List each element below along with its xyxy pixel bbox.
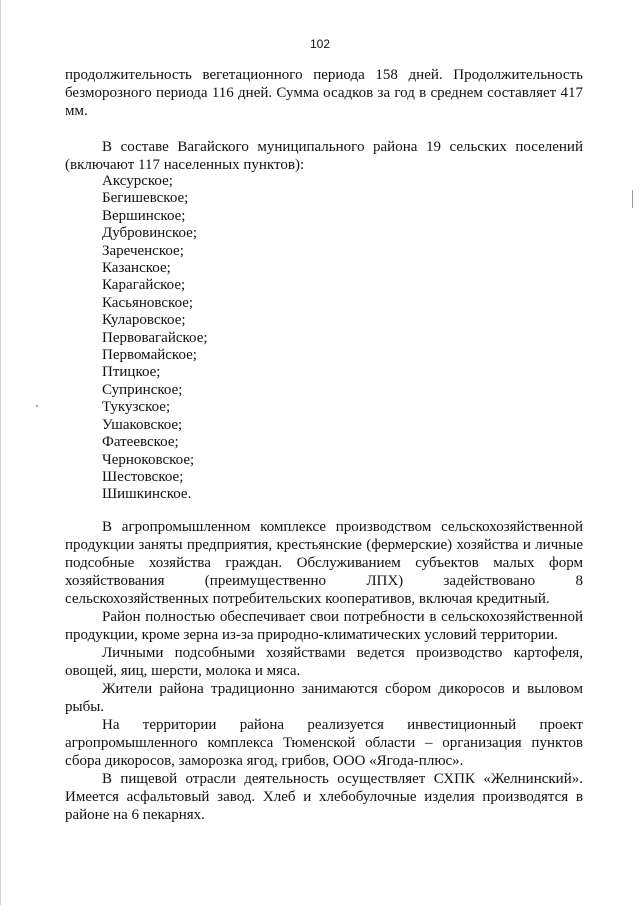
settlement-item: Первовагайское; [102, 329, 208, 346]
settlement-item: Бегишевское; [102, 190, 189, 207]
investment-project-line: агропромышленного комплекса Тюменской области – организация пунктов [65, 735, 583, 751]
wild-harvest-line: рыбы. [65, 699, 105, 715]
settlement-item: Супринское; [102, 381, 183, 398]
investment-project-line: сбора дикоросов, заморозка ягод, грибов, ООО «Ягода-плюс». [65, 753, 464, 769]
agro-paragraph-line: В агропромышленном комплексе производством сельскохозяйственной [102, 519, 583, 535]
scan-artifact-dot [36, 405, 38, 407]
settlements-intro-line: В составе Вагайского муниципального района 19 сельских поселений [102, 139, 583, 155]
household-farming-line: Личными подсобными хозяйствами ведется производство картофеля, [102, 645, 583, 661]
page-number: 102 [309, 37, 331, 51]
climate-line: мм. [65, 103, 88, 119]
wild-harvest-line: Жители района традиционно занимаются сбором дикоросов и выловом [102, 681, 583, 697]
food-industry-line: районе на 6 пекарнях. [65, 807, 205, 823]
self-sufficiency-line: Район полностью обеспечивает свои потребности в сельскохозяйственной [102, 609, 583, 625]
settlement-item: Куларовское; [102, 312, 186, 329]
settlement-item: Аксурское; [102, 173, 173, 189]
climate-line: продолжительность вегетационного периода 158 дней. Продолжительность [65, 67, 583, 83]
settlements-intro-line: (включают 117 населенных пунктов): [65, 157, 305, 173]
agro-paragraph-line: подсобные хозяйства граждан. Обслуживанием субъектов малых форм [65, 555, 583, 571]
settlement-item: Шишкинское. [102, 486, 192, 503]
settlement-item: Зареченское; [102, 242, 184, 259]
settlement-item: Первомайское; [102, 347, 197, 364]
investment-project-line: На территории района реализуется инвестиционный проект [102, 717, 583, 733]
self-sufficiency-line: продукции, кроме зерна из-за природно-климатических условий территории. [65, 627, 558, 643]
settlement-item: Тукузское; [102, 399, 171, 416]
food-industry-line: Имеется асфальтовый завод. Хлеб и хлебобулочные изделия производятся в [65, 789, 583, 805]
scan-artifact-mark [632, 190, 633, 208]
settlement-item: Шестовское; [102, 468, 184, 485]
scan-edge-line [0, 0, 1, 905]
climate-line: безморозного периода 116 дней. Сумма осадков за год в среднем составляет 417 [65, 85, 583, 101]
settlements-intro-paragraph [65, 138, 583, 174]
settlement-item: Казанское; [102, 260, 171, 277]
settlement-item: Вершинское; [102, 207, 186, 224]
agro-section [65, 518, 583, 824]
settlement-item: Касьяновское; [102, 294, 194, 311]
settlement-item: Карагайское; [102, 277, 186, 294]
food-industry-line: В пищевой отрасли деятельность осуществляет СХПК «Желнинский». [102, 771, 583, 787]
settlement-item: Черноковское; [102, 451, 195, 468]
settlement-item: Дубровинское; [102, 225, 197, 242]
settlement-item: Фатеевское; [102, 434, 179, 451]
climate-paragraph [65, 66, 583, 120]
agro-paragraph-line: хозяйствования (преимущественно ЛПХ) задействовано 8 [65, 573, 583, 589]
household-farming-line: овощей, яиц, шерсти, молока и мяса. [65, 663, 301, 679]
agro-paragraph-line: продукции заняты предприятия, крестьянские (фермерские) хозяйства и личные [65, 537, 583, 553]
settlements-list [102, 173, 208, 504]
settlement-item: Ушаковское; [102, 416, 183, 433]
agro-paragraph-line: сельскохозяйственных потребительских кооперативов, включая кредитный. [65, 591, 550, 607]
settlement-item: Птицкое; [102, 364, 161, 381]
